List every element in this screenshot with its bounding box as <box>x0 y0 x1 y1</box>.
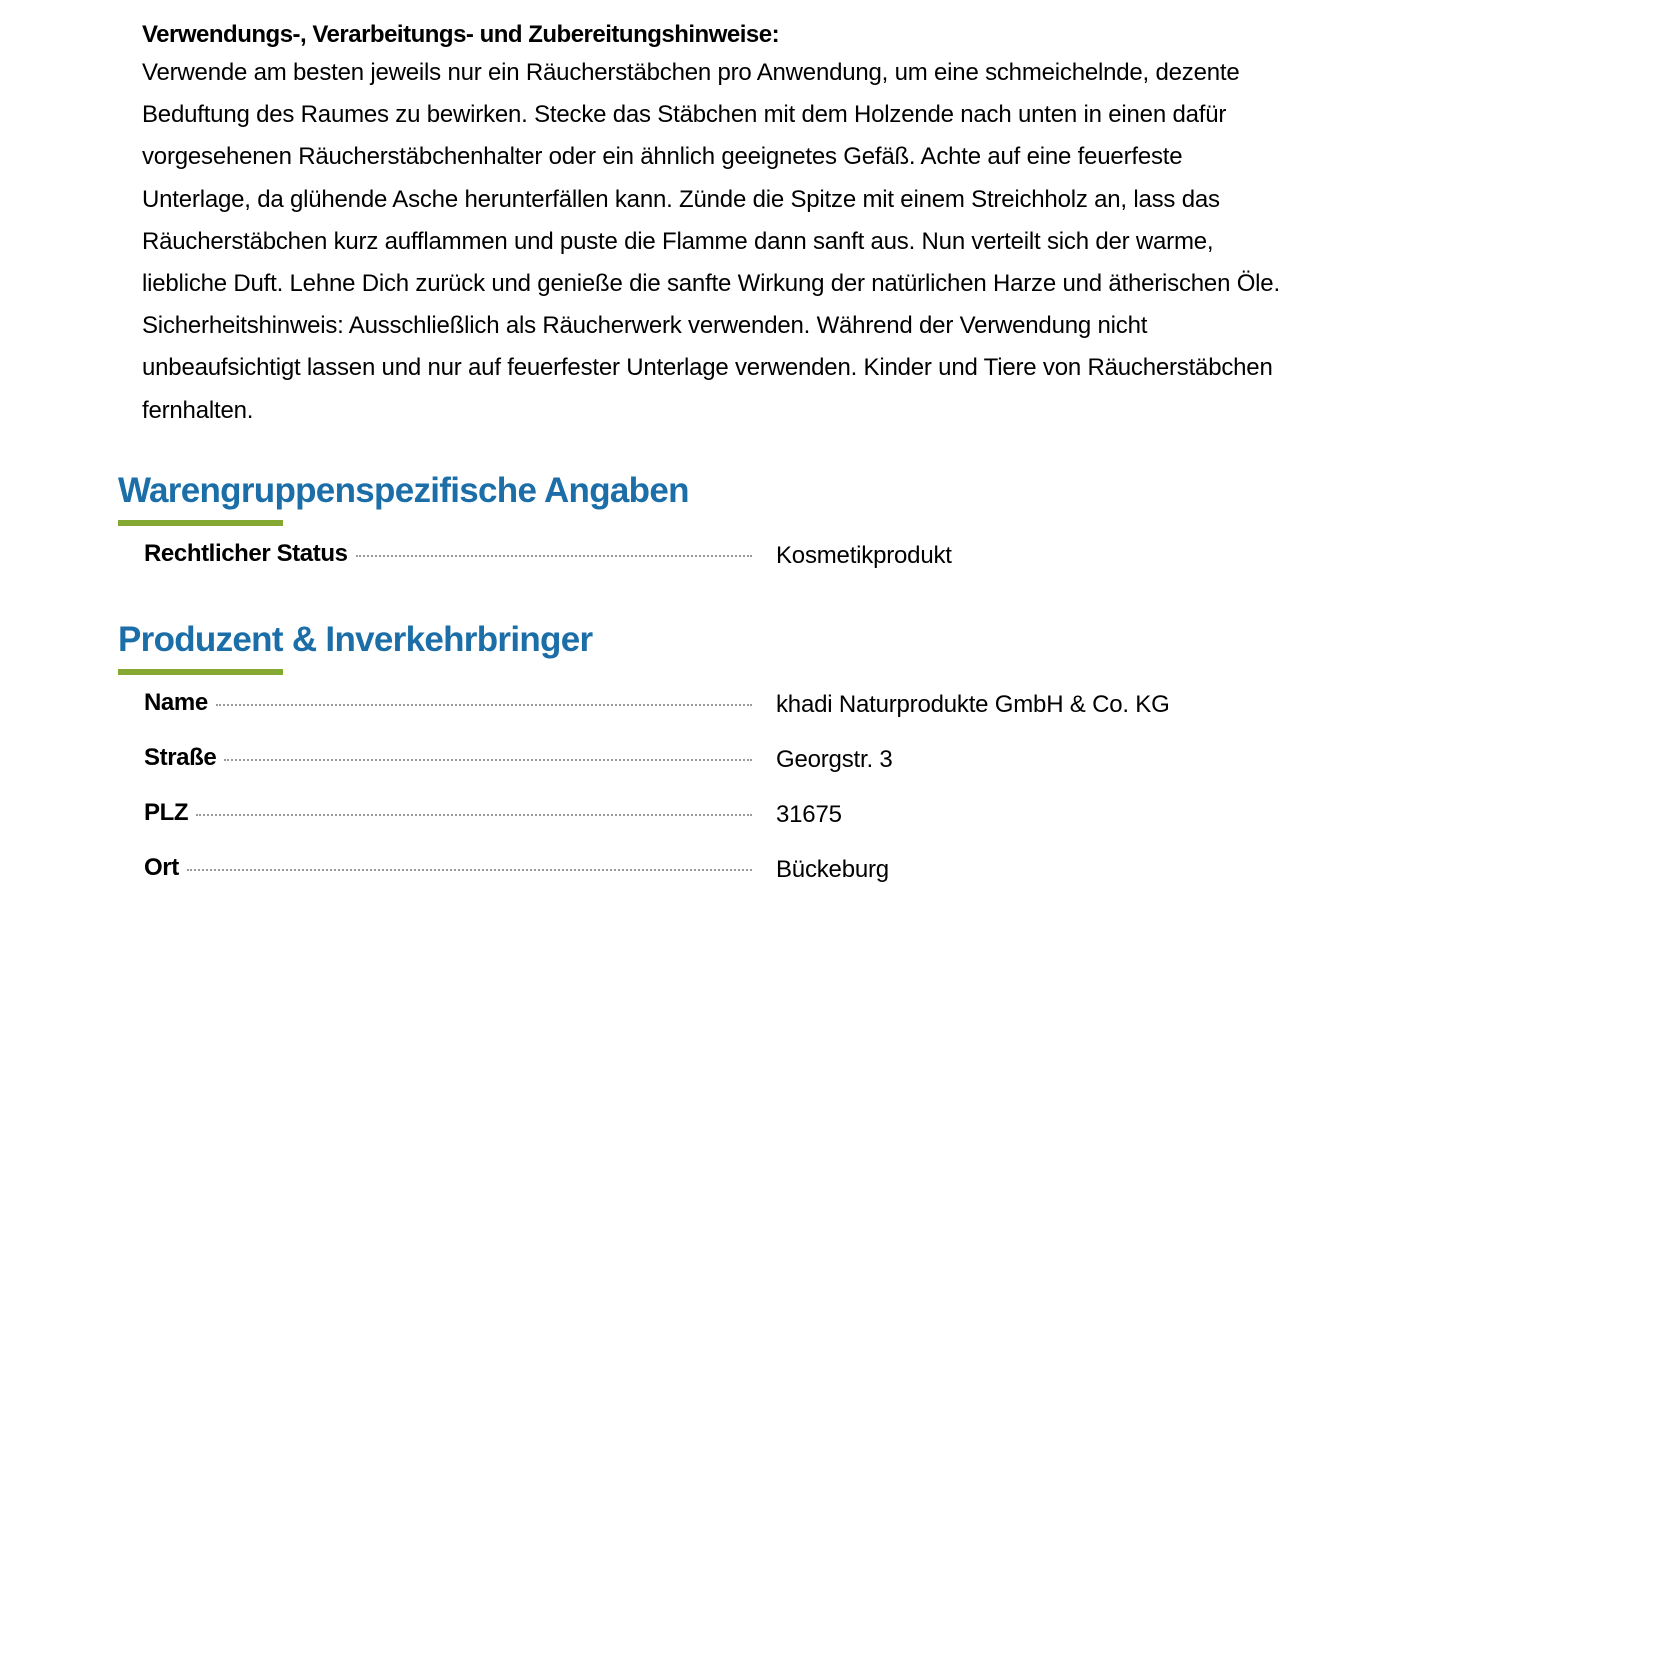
section-underline <box>118 520 283 526</box>
dotted-leader <box>224 758 752 761</box>
section-underline <box>118 669 283 675</box>
usage-instructions-block <box>142 18 1402 432</box>
usage-line: Beduftung des Raumes zu bewirken. Stecke das Stäbchen mit dem Holzende nach unten in einen dafür <box>142 101 1227 129</box>
usage-heading: Verwendungs-, Verarbeitungs- und Zubereitungshinweise: <box>142 21 780 48</box>
info-row-strasse <box>144 744 1244 778</box>
usage-line: Unterlage, da glühende Asche herunterfällen kann. Zünde die Spitze mit einem Streichholz an, lass das <box>142 185 1220 213</box>
info-label: Ort <box>144 854 179 881</box>
info-row-rechtlicher-status <box>144 540 1244 574</box>
info-row-plz <box>144 799 1244 833</box>
info-label: PLZ <box>144 799 189 826</box>
info-label: Straße <box>144 744 217 771</box>
usage-line: fernhalten. <box>142 396 254 424</box>
dotted-leader <box>356 554 752 557</box>
info-value: khadi Naturprodukte GmbH & Co. KG <box>776 691 1170 718</box>
section-title-produzent: Produzent & Inverkehrbringer <box>118 620 593 659</box>
info-value: Georgstr. 3 <box>776 746 893 773</box>
usage-line: liebliche Duft. Lehne Dich zurück und genieße die sanfte Wirkung der natürlichen Harze und ätherischen Öle. <box>142 270 1280 298</box>
usage-line: vorgesehenen Räucherstäbchenhalter oder ein ähnlich geeignetes Gefäß. Achte auf eine feuerfeste <box>142 143 1183 171</box>
dotted-leader <box>216 703 752 706</box>
info-row-name <box>144 689 1244 723</box>
usage-line: Sicherheitshinweis: Ausschließlich als Räucherwerk verwenden. Während der Verwendung nicht <box>142 312 1148 340</box>
info-row-ort <box>144 854 1244 888</box>
info-label: Rechtlicher Status <box>144 540 348 567</box>
info-value: Bückeburg <box>776 856 889 883</box>
usage-paragraph <box>142 52 1402 432</box>
usage-line: unbeaufsichtigt lassen und nur auf feuerfester Unterlage verwenden. Kinder und Tiere von Räucherstäbchen <box>142 354 1273 382</box>
usage-line: Räucherstäbchen kurz aufflammen und puste die Flamme dann sanft aus. Nun verteilt sich der warme, <box>142 227 1214 255</box>
info-value: 31675 <box>776 801 842 828</box>
section-title-warengruppe: Warengruppenspezifische Angaben <box>118 471 689 510</box>
dotted-leader <box>196 813 752 816</box>
dotted-leader <box>187 868 752 871</box>
usage-line: Verwende am besten jeweils nur ein Räucherstäbchen pro Anwendung, um eine schmeichelnde, dezente <box>142 59 1240 86</box>
info-label: Name <box>144 689 208 716</box>
info-value: Kosmetikprodukt <box>776 542 952 569</box>
